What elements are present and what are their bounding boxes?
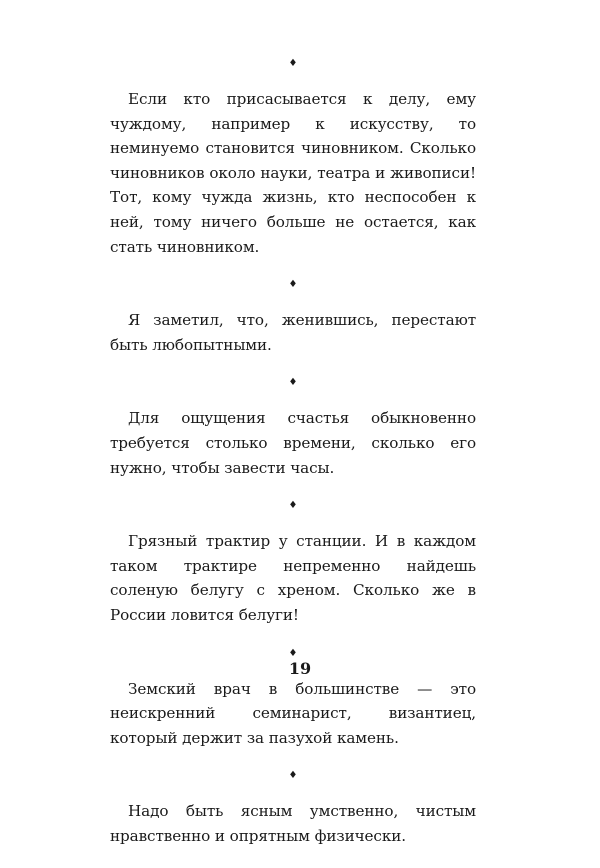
aphorism-entry	[110, 529, 476, 627]
aphorism-text: Надо быть ясным умственно, чистым нравственно и опрятным физически.	[110, 802, 476, 845]
diamond-separator-icon: ♦	[288, 377, 298, 389]
diamond-separator-icon: ♦	[288, 58, 298, 69]
aphorism-text: Если кто присасывается к делу, ему чуждому, например к искусству, то неминуемо становится чиновником. Сколько чиновников около науки, театра и живописи! Тот, кому чужда жизнь, кто неспособен к ней, тому ничего больше не остается, как стать чиновником.	[110, 90, 476, 256]
aphorism-text: Грязный трактир у станции. И в каждом таком трактире непременно найдешь соленую белугу с хреном. Сколько же в России ловится белуги!	[110, 532, 476, 624]
aphorism-entry	[110, 799, 476, 848]
aphorism-entry	[110, 308, 476, 357]
page-body	[110, 58, 476, 868]
aphorism-text: Я заметил, что, женившись, перестают быть любопытными.	[110, 311, 476, 354]
diamond-separator-icon: ♦	[288, 500, 298, 512]
page-number: 19	[288, 659, 312, 678]
diamond-separator-icon: ♦	[288, 279, 298, 291]
diamond-separator-icon: ♦	[288, 770, 298, 782]
aphorism-entry	[110, 406, 476, 480]
aphorism-text: Для ощущения счастья обыкновенно требуется столько времени, сколько его нужно, чтобы завести часы.	[110, 409, 476, 477]
diamond-separator-icon: ♦	[288, 647, 298, 659]
aphorism-text: Земский врач в большинстве — это неискренний семинарист, византиец, который держит за пазухой камень.	[110, 679, 476, 747]
aphorism-entry	[110, 677, 476, 751]
aphorism-entry	[110, 87, 476, 259]
